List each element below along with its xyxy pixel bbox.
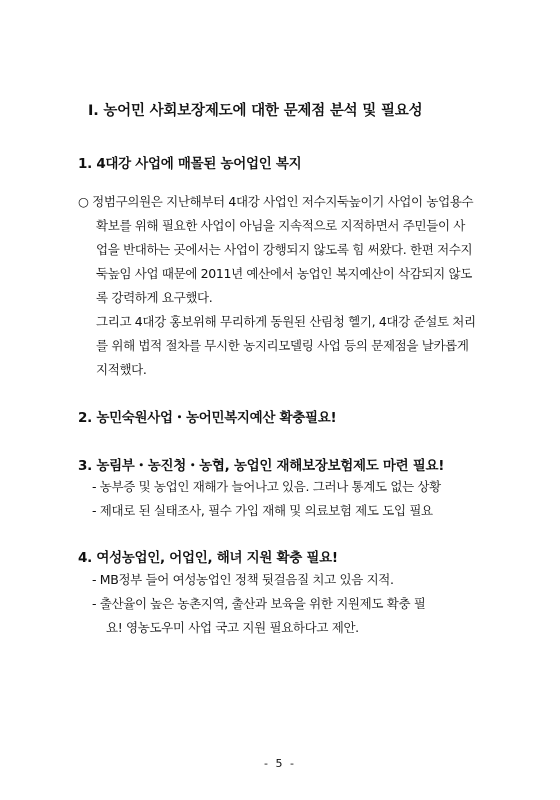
list-item: - 농부증 및 농업인 재해가 늘어나고 있음. 그러나 통계도 없는 상황 (92, 479, 441, 494)
section-1-paragraph (78, 190, 498, 382)
paragraph-line: 확보를 위해 필요한 사업이 아님을 지속적으로 지적하면서 주민들이 사 (96, 218, 466, 233)
paragraph-line: 그리고 4대강 홍보위해 무리하게 동원된 산림청 헬기, 4대강 준설토 처리 (96, 314, 476, 329)
list-item: - 출산율이 높은 농촌지역, 출산과 보육을 위한 지원제도 확충 필 (92, 596, 426, 611)
section-4-bullets (92, 568, 512, 640)
list-item: - MB정부 들어 여성농업인 정책 뒷걸음질 치고 있음 지적. (92, 572, 394, 587)
section-1-heading: 1. 4대강 사업에 매몰된 농어업인 복지 (78, 156, 302, 172)
section-3-heading: 3. 농림부・농진청・농협, 농업인 재해보장보험제도 마련 필요! (78, 458, 445, 474)
paragraph-line: 록 강력하게 요구했다. (96, 290, 213, 305)
chapter-title: Ⅰ. 농어민 사회보장제도에 대한 문제점 분석 및 필요성 (88, 103, 423, 119)
list-item: - 제대로 된 실태조사, 필수 가입 재해 및 의료보험 제도 도입 필요 (92, 503, 433, 518)
section-4-heading: 4. 여성농업인, 어업인, 해녀 지원 확충 필요! (78, 550, 338, 566)
page-number: - 5 - (264, 757, 296, 770)
paragraph-line: ○ 정범구의원은 지난해부터 4대강 사업인 저수지둑높이기 사업이 농업용수 (78, 194, 474, 209)
section-2-heading: 2. 농민숙원사업・농어민복지예산 확충필요! (78, 410, 337, 426)
paragraph-line: 업을 반대하는 곳에서는 사업이 강행되지 않도록 힘 써왔다. 한편 저수지 (96, 242, 473, 257)
paragraph-line: 를 위해 법적 절차를 무시한 농지리모델링 사업 등의 문제점을 날카롭게 (96, 338, 469, 353)
section-3-bullets (92, 475, 512, 523)
paragraph-line: 지적했다. (96, 362, 147, 377)
paragraph-line: 둑높임 사업 때문에 2011년 예산에서 농업인 복지예산이 삭감되지 않도 (96, 266, 472, 281)
list-item: 요! 영농도우미 사업 국고 지원 필요하다고 제안. (106, 620, 359, 635)
